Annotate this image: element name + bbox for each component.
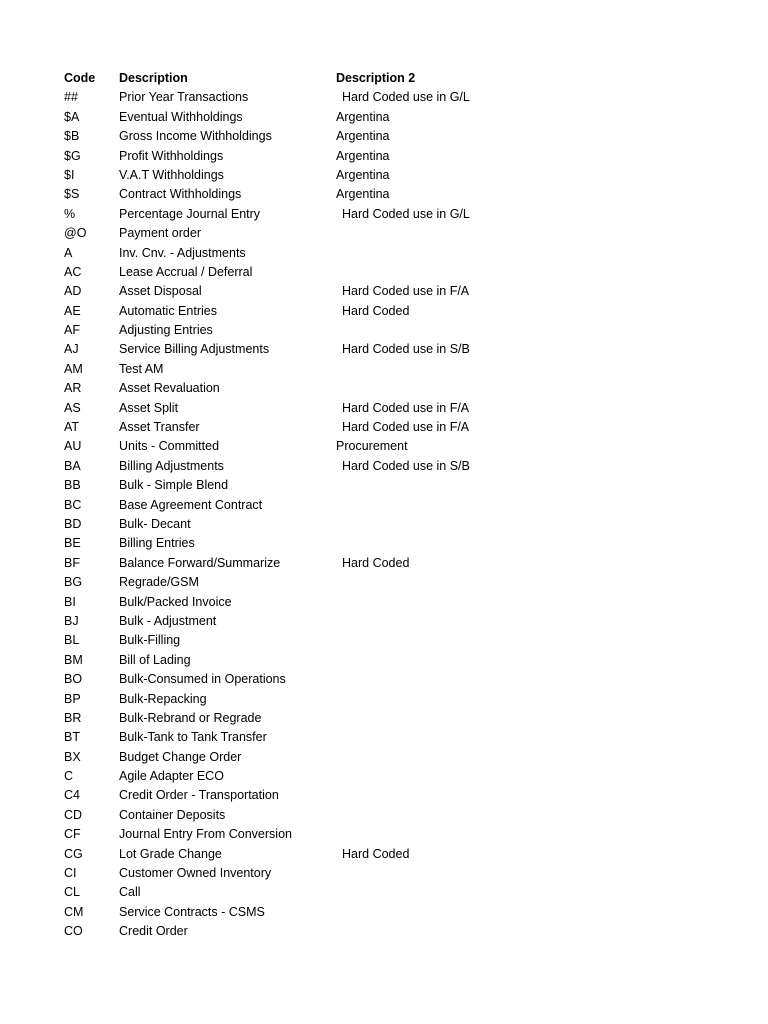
code-cell: BE	[64, 536, 81, 551]
code-cell: BP	[64, 691, 81, 706]
description-2-cell: Argentina	[336, 129, 390, 144]
description-cell: Prior Year Transactions	[119, 90, 249, 105]
table-row	[0, 224, 768, 243]
code-cell: CL	[64, 885, 80, 900]
table-row	[0, 825, 768, 844]
code-cell: @O	[64, 226, 87, 241]
code-cell: BL	[64, 633, 80, 648]
header-code: Code	[64, 71, 96, 85]
code-cell: AD	[64, 284, 82, 299]
code-cell: CG	[64, 846, 83, 861]
description-cell: Asset Transfer	[119, 420, 200, 435]
description-cell: Bulk - Adjustment	[119, 613, 217, 628]
table-row	[0, 321, 768, 340]
table-header-row	[0, 69, 768, 88]
description-cell: Container Deposits	[119, 807, 226, 822]
code-cell: BJ	[64, 613, 79, 628]
description-2-cell: Hard Coded use in G/L	[342, 90, 470, 105]
table-row	[0, 205, 768, 224]
description-cell: Bulk-Filling	[119, 633, 181, 648]
description-cell: Bulk- Decant	[119, 516, 191, 531]
code-cell: $B	[64, 129, 80, 144]
description-cell: Automatic Entries	[119, 303, 217, 318]
description-2-cell: Hard Coded use in S/B	[342, 342, 470, 357]
description-cell: Asset Revaluation	[119, 381, 220, 396]
code-cell: BD	[64, 516, 82, 531]
description-cell: Journal Entry From Conversion	[119, 827, 292, 842]
table-row	[0, 767, 768, 786]
table-row	[0, 457, 768, 476]
description-cell: Credit Order - Transportation	[119, 788, 279, 803]
description-cell: Lot Grade Change	[119, 846, 222, 861]
description-cell: Balance Forward/Summarize	[119, 555, 281, 570]
description-cell: Bulk-Rebrand or Regrade	[119, 710, 262, 725]
table-row	[0, 340, 768, 359]
description-2-cell: Hard Coded use in S/B	[342, 458, 470, 473]
code-cell: BI	[64, 594, 76, 609]
table-row	[0, 845, 768, 864]
table-row	[0, 748, 768, 767]
table-row	[0, 612, 768, 631]
code-cell: BM	[64, 652, 83, 667]
code-cell: BG	[64, 575, 83, 590]
description-cell: Contract Withholdings	[119, 187, 242, 202]
description-2-cell: Argentina	[336, 187, 390, 202]
table-row	[0, 786, 768, 805]
table-row	[0, 88, 768, 107]
description-cell: Bulk - Simple Blend	[119, 478, 229, 493]
table-row	[0, 922, 768, 941]
description-cell: Service Contracts - CSMS	[119, 904, 265, 919]
code-cell: A	[64, 245, 73, 260]
code-cell: CD	[64, 807, 83, 822]
code-cell: BA	[64, 458, 81, 473]
code-cell: BR	[64, 710, 82, 725]
code-cell: %	[64, 206, 76, 221]
description-cell: Lease Accrual / Deferral	[119, 264, 253, 279]
table-row	[0, 418, 768, 437]
description-cell: Service Billing Adjustments	[119, 342, 270, 357]
code-cell: CO	[64, 924, 83, 939]
code-cell: AF	[64, 323, 80, 338]
code-cell: CF	[64, 827, 81, 842]
description-cell: Gross Income Withholdings	[119, 129, 272, 144]
table-row	[0, 476, 768, 495]
table-row	[0, 302, 768, 321]
table-row	[0, 593, 768, 612]
table-row	[0, 883, 768, 902]
table-row	[0, 728, 768, 747]
table-row	[0, 263, 768, 282]
code-cell: BC	[64, 497, 82, 512]
description-cell: Bulk-Repacking	[119, 691, 207, 706]
code-table	[0, 69, 768, 942]
description-cell: Adjusting Entries	[119, 323, 213, 338]
code-cell: C	[64, 769, 74, 784]
code-cell: AU	[64, 439, 82, 454]
code-cell: $A	[64, 109, 80, 124]
code-cell: $I	[64, 167, 75, 182]
description-cell: Profit Withholdings	[119, 148, 224, 163]
table-row	[0, 554, 768, 573]
table-row	[0, 437, 768, 456]
description-cell: Budget Change Order	[119, 749, 242, 764]
description-2-cell: Hard Coded	[342, 303, 410, 318]
table-row	[0, 496, 768, 515]
description-cell: Units - Committed	[119, 439, 220, 454]
table-row	[0, 282, 768, 301]
table-row	[0, 360, 768, 379]
table-row	[0, 379, 768, 398]
description-2-cell: Argentina	[336, 167, 390, 182]
header-description: Description	[119, 71, 188, 85]
code-cell: AE	[64, 303, 81, 318]
code-cell: BO	[64, 672, 83, 687]
table-body	[0, 88, 768, 941]
description-cell: V.A.T Withholdings	[119, 167, 224, 182]
code-cell: AC	[64, 264, 82, 279]
description-cell: Test AM	[119, 361, 164, 376]
description-cell: Bulk/Packed Invoice	[119, 594, 232, 609]
code-cell: AR	[64, 381, 82, 396]
code-cell: BB	[64, 478, 81, 493]
description-cell: Billing Entries	[119, 536, 195, 551]
code-cell: AM	[64, 361, 83, 376]
description-cell: Customer Owned Inventory	[119, 866, 272, 881]
code-cell: AT	[64, 420, 80, 435]
code-cell: $G	[64, 148, 81, 163]
description-cell: Regrade/GSM	[119, 575, 199, 590]
table-row	[0, 399, 768, 418]
code-cell: BX	[64, 749, 81, 764]
code-cell: AJ	[64, 342, 79, 357]
description-cell: Bill of Lading	[119, 652, 191, 667]
header-description-2: Description 2	[336, 71, 416, 85]
table-row	[0, 166, 768, 185]
description-cell: Asset Split	[119, 400, 179, 415]
description-cell: Bulk-Consumed in Operations	[119, 672, 286, 687]
table-row	[0, 573, 768, 592]
description-cell: Payment order	[119, 226, 201, 241]
code-cell: CM	[64, 904, 84, 919]
code-cell: C4	[64, 788, 80, 803]
table-row	[0, 127, 768, 146]
code-cell: AS	[64, 400, 81, 415]
table-row	[0, 185, 768, 204]
description-2-cell: Hard Coded	[342, 555, 410, 570]
table-row	[0, 806, 768, 825]
table-row	[0, 515, 768, 534]
description-cell: Inv. Cnv. - Adjustments	[119, 245, 246, 260]
table-row	[0, 903, 768, 922]
code-cell: BF	[64, 555, 80, 570]
code-cell: CI	[64, 866, 77, 881]
description-cell: Bulk-Tank to Tank Transfer	[119, 730, 267, 745]
table-row	[0, 864, 768, 883]
table-row	[0, 631, 768, 650]
description-2-cell: Procurement	[336, 439, 408, 454]
description-2-cell: Argentina	[336, 109, 390, 124]
table-row	[0, 690, 768, 709]
code-cell: $S	[64, 187, 80, 202]
table-row	[0, 534, 768, 553]
description-cell: Call	[119, 885, 141, 900]
description-cell: Agile Adapter ECO	[119, 769, 224, 784]
table-row	[0, 709, 768, 728]
description-2-cell: Argentina	[336, 148, 390, 163]
description-2-cell: Hard Coded use in F/A	[342, 400, 470, 415]
description-2-cell: Hard Coded	[342, 846, 410, 861]
description-cell: Percentage Journal Entry	[119, 206, 261, 221]
description-cell: Credit Order	[119, 924, 188, 939]
description-2-cell: Hard Coded use in G/L	[342, 206, 470, 221]
description-cell: Eventual Withholdings	[119, 109, 243, 124]
description-2-cell: Hard Coded use in F/A	[342, 284, 470, 299]
description-cell: Asset Disposal	[119, 284, 202, 299]
table-row	[0, 244, 768, 263]
table-row	[0, 108, 768, 127]
code-cell: BT	[64, 730, 80, 745]
description-cell: Billing Adjustments	[119, 458, 224, 473]
table-row	[0, 651, 768, 670]
table-row	[0, 147, 768, 166]
description-cell: Base Agreement Contract	[119, 497, 263, 512]
description-2-cell: Hard Coded use in F/A	[342, 420, 470, 435]
table-row	[0, 670, 768, 689]
code-cell: ##	[64, 90, 78, 105]
